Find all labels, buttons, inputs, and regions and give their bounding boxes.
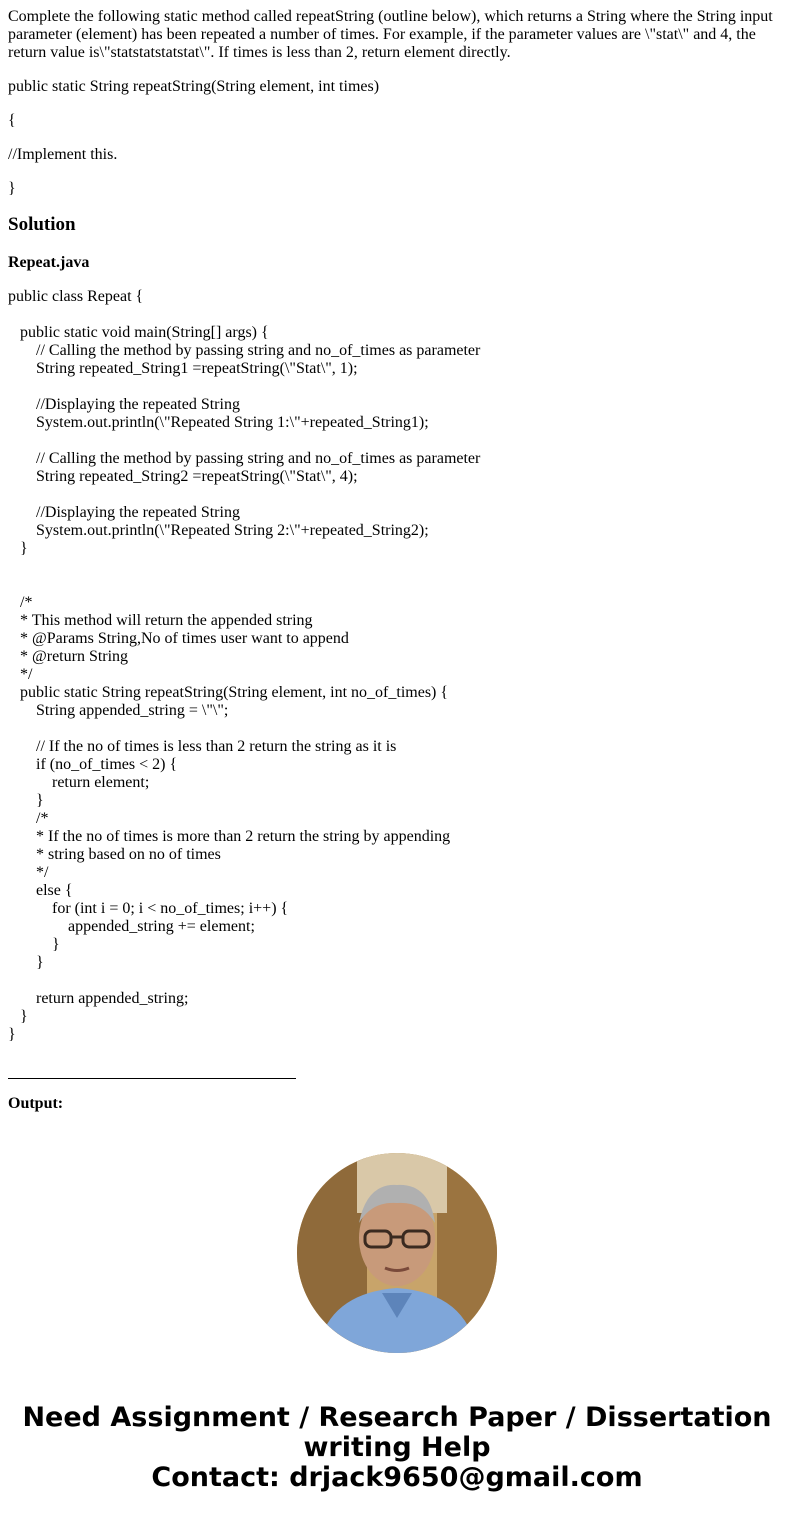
promo-contact: Contact: drjack9650@gmail.com bbox=[151, 1462, 643, 1493]
promo-line-2: writing Help bbox=[303, 1432, 491, 1463]
promo-line-1: Need Assignment / Research Paper / Dissertation bbox=[22, 1402, 772, 1433]
horizontal-rule bbox=[8, 1062, 296, 1079]
solution-filename: Repeat.java bbox=[8, 254, 90, 271]
close-brace: } bbox=[8, 180, 16, 197]
person-portrait-icon bbox=[297, 1153, 497, 1353]
solution-heading: Solution bbox=[8, 214, 76, 235]
implement-comment: //Implement this. bbox=[8, 146, 118, 163]
open-brace: { bbox=[8, 112, 16, 129]
solution-code: public class Repeat { public static void main(String[] args) { // Calling the method by passing string and no_of_times as parameter String repeated_String1 =repeatString(\"Stat\", 1); //Displaying the repeated String System.out.println(\"Repeated String 1:\"+repeated_String1); // Calling the method by passing string and no_of_times as parameter String repeated_String2 =repeatString(\"Stat\", 4); //Displaying the repeated String System.out.println(\"Repeated String 2:\"+repeated_String2); } /* * This method will return the appended string * @Params String,No of times user want to append * @return String */ public static String repeatString(String element, int no_of_times) { String appended_string = \"\"; // If the no of times is less than 2 return the string as it is if (no_of_times < 2) { return element; } /* * If the no of times is more than 2 return the string by appending * string based on no of times */ else { for (int i = 0; i < no_of_times; i++) { appended_string += element; } } return appended_string; } } bbox=[8, 288, 481, 1043]
promo-banner bbox=[0, 1403, 794, 1493]
question-text: Complete the following static method called repeatString (outline below), which returns a String where the String input parameter (element) has been repeated a number of times. For example, if the parameter values are \"stat\" and 4, the return value is\"statstatstatstat\". If times is less than 2, return element directly. bbox=[8, 8, 773, 61]
output-label: Output: bbox=[8, 1095, 64, 1112]
method-signature: public static String repeatString(String element, int times) bbox=[8, 78, 380, 95]
author-avatar bbox=[297, 1153, 497, 1353]
document-body bbox=[8, 8, 786, 1113]
